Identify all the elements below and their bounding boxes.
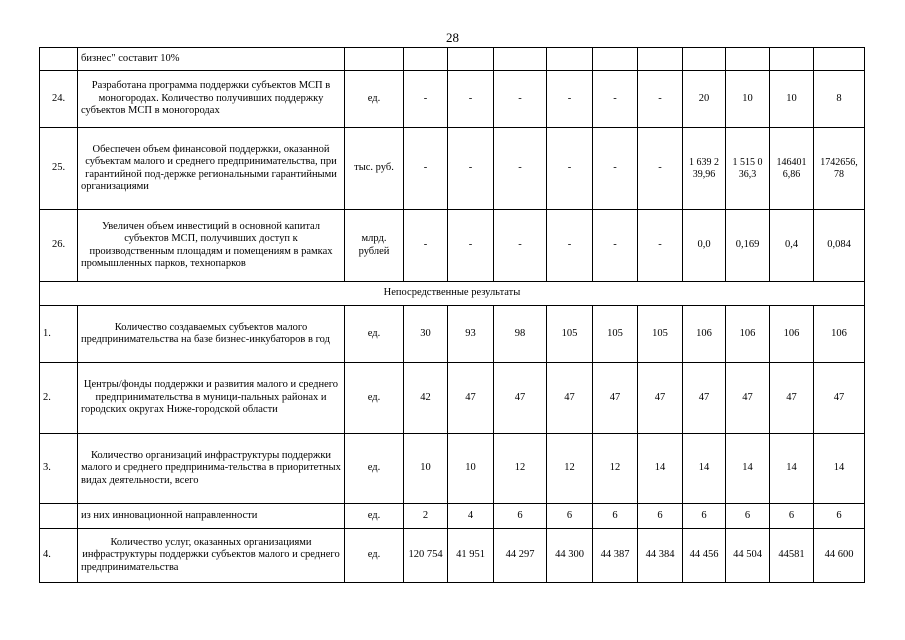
value-cell: 47: [683, 363, 726, 434]
value-cell: -: [547, 71, 593, 128]
value-cell: 12: [547, 434, 593, 504]
unit-cell: тыс. руб.: [345, 128, 404, 210]
table-body: [40, 48, 865, 583]
value-cell: 6: [638, 504, 683, 529]
value-cell: -: [593, 128, 638, 210]
row-number: 26.: [40, 210, 78, 282]
value-cell: 41 951: [448, 529, 494, 583]
indicator-description: Увеличен объем инвестиций в основной капитал субъектов МСП, получивших доступ к производственным площадям и помещениям в рамках промышленных парков, технопарков: [78, 210, 345, 282]
value-cell: 6: [683, 504, 726, 529]
value-cell: 14: [638, 434, 683, 504]
value-cell: 12: [494, 434, 547, 504]
value-cell: -: [404, 71, 448, 128]
value-cell: 146401 6,86: [770, 128, 814, 210]
value-cell: 1 515 0 36,3: [726, 128, 770, 210]
value-cell: 8: [814, 71, 865, 128]
value-cell: 47: [448, 363, 494, 434]
value-cell: -: [494, 71, 547, 128]
value-cell: -: [404, 210, 448, 282]
value-cell: 20: [683, 71, 726, 128]
value-cell: 10: [726, 71, 770, 128]
value-cell: 106: [814, 306, 865, 363]
value-cell: 1 639 2 39,96: [683, 128, 726, 210]
value-cell: -: [448, 128, 494, 210]
value-cell: 44 387: [593, 529, 638, 583]
row-number: [40, 504, 78, 529]
unit-cell: ед.: [345, 306, 404, 363]
row-number: 4.: [40, 529, 78, 583]
value-cell: 12: [593, 434, 638, 504]
value-cell: 106: [770, 306, 814, 363]
value-cell: 14: [770, 434, 814, 504]
value-cell: 44 300: [547, 529, 593, 583]
value-cell: -: [638, 210, 683, 282]
value-cell: 44 504: [726, 529, 770, 583]
value-cell: 1742656, 78: [814, 128, 865, 210]
row-number: 3.: [40, 434, 78, 504]
value-cell: [770, 48, 814, 71]
value-cell: 10: [770, 71, 814, 128]
value-cell: 6: [593, 504, 638, 529]
value-cell: -: [448, 71, 494, 128]
indicator-description: из них инновационной направленности: [78, 504, 345, 529]
value-cell: [814, 48, 865, 71]
value-cell: [683, 48, 726, 71]
unit-cell: ед.: [345, 529, 404, 583]
value-cell: 47: [494, 363, 547, 434]
indicator-description: Центры/фонды поддержки и развития малого и среднего предпринимательства в муници-пальных районах и городских округах Ниже-городской области: [78, 363, 345, 434]
value-cell: -: [547, 210, 593, 282]
value-cell: 105: [547, 306, 593, 363]
value-cell: 6: [770, 504, 814, 529]
table-row: [40, 306, 865, 363]
value-cell: 0,0: [683, 210, 726, 282]
indicator-description: бизнес" составит 10%: [78, 48, 345, 71]
value-cell: 6: [726, 504, 770, 529]
value-cell: 44 297: [494, 529, 547, 583]
value-cell: 10: [404, 434, 448, 504]
value-cell: -: [593, 210, 638, 282]
row-number: 1.: [40, 306, 78, 363]
page-number: 28: [446, 30, 459, 45]
value-cell: 106: [726, 306, 770, 363]
value-cell: 93: [448, 306, 494, 363]
value-cell: 6: [547, 504, 593, 529]
value-cell: -: [404, 128, 448, 210]
value-cell: [638, 48, 683, 71]
value-cell: 0,169: [726, 210, 770, 282]
value-cell: 44 456: [683, 529, 726, 583]
unit-cell: ед.: [345, 504, 404, 529]
value-cell: 106: [683, 306, 726, 363]
value-cell: [404, 48, 448, 71]
table-row: [40, 210, 865, 282]
value-cell: 10: [448, 434, 494, 504]
value-cell: [494, 48, 547, 71]
value-cell: 2: [404, 504, 448, 529]
value-cell: 44 600: [814, 529, 865, 583]
indicator-description: Разработана программа поддержки субъектов МСП в моногородах. Количество получивших поддержку субъектов МСП в моногородах: [78, 71, 345, 128]
table-row: [40, 434, 865, 504]
value-cell: [593, 48, 638, 71]
value-cell: -: [638, 71, 683, 128]
row-number: 25.: [40, 128, 78, 210]
value-cell: 105: [593, 306, 638, 363]
value-cell: -: [494, 128, 547, 210]
value-cell: 6: [494, 504, 547, 529]
value-cell: 47: [638, 363, 683, 434]
table-row: [40, 363, 865, 434]
indicator-description: Количество услуг, оказанных организациями инфраструктуры поддержки субъектов малого и среднего предпринимательства: [78, 529, 345, 583]
value-cell: 44 384: [638, 529, 683, 583]
value-cell: 120 754: [404, 529, 448, 583]
row-number: 24.: [40, 71, 78, 128]
value-cell: 14: [683, 434, 726, 504]
value-cell: 47: [770, 363, 814, 434]
value-cell: 4: [448, 504, 494, 529]
value-cell: 42: [404, 363, 448, 434]
value-cell: -: [593, 71, 638, 128]
indicator-description: Обеспечен объем финансовой поддержки, оказанной субъектам малого и среднего предпринимательства, при гарантийной под-держке региональными гарантийными организациями: [78, 128, 345, 210]
row-number: [40, 48, 78, 71]
value-cell: 47: [547, 363, 593, 434]
value-cell: 47: [593, 363, 638, 434]
results-table: [39, 47, 865, 583]
value-cell: 0,4: [770, 210, 814, 282]
value-cell: 0,084: [814, 210, 865, 282]
table-row: [40, 48, 865, 71]
value-cell: 47: [726, 363, 770, 434]
value-cell: -: [547, 128, 593, 210]
table-row: [40, 128, 865, 210]
value-cell: 105: [638, 306, 683, 363]
value-cell: 14: [814, 434, 865, 504]
unit-cell: млрд. рублей: [345, 210, 404, 282]
value-cell: [726, 48, 770, 71]
value-cell: 30: [404, 306, 448, 363]
table-row: [40, 71, 865, 128]
unit-cell: [345, 48, 404, 71]
row-number: 2.: [40, 363, 78, 434]
unit-cell: ед.: [345, 363, 404, 434]
indicator-description: Количество создаваемых субъектов малого предпринимательства на базе бизнес-инкубаторов в год: [78, 306, 345, 363]
unit-cell: ед.: [345, 71, 404, 128]
value-cell: [547, 48, 593, 71]
value-cell: -: [448, 210, 494, 282]
indicator-description: Количество организаций инфраструктуры поддержки малого и среднего предпринима-тельства в приоритетных видах деятельности, всего: [78, 434, 345, 504]
unit-cell: ед.: [345, 434, 404, 504]
value-cell: -: [494, 210, 547, 282]
value-cell: 14: [726, 434, 770, 504]
value-cell: 6: [814, 504, 865, 529]
value-cell: 44581: [770, 529, 814, 583]
value-cell: [448, 48, 494, 71]
value-cell: -: [638, 128, 683, 210]
table-row: [40, 529, 865, 583]
value-cell: 47: [814, 363, 865, 434]
section-title: Непосредственные результаты: [40, 282, 865, 306]
value-cell: 98: [494, 306, 547, 363]
table-row: [40, 504, 865, 529]
section-header-row: [40, 282, 865, 306]
